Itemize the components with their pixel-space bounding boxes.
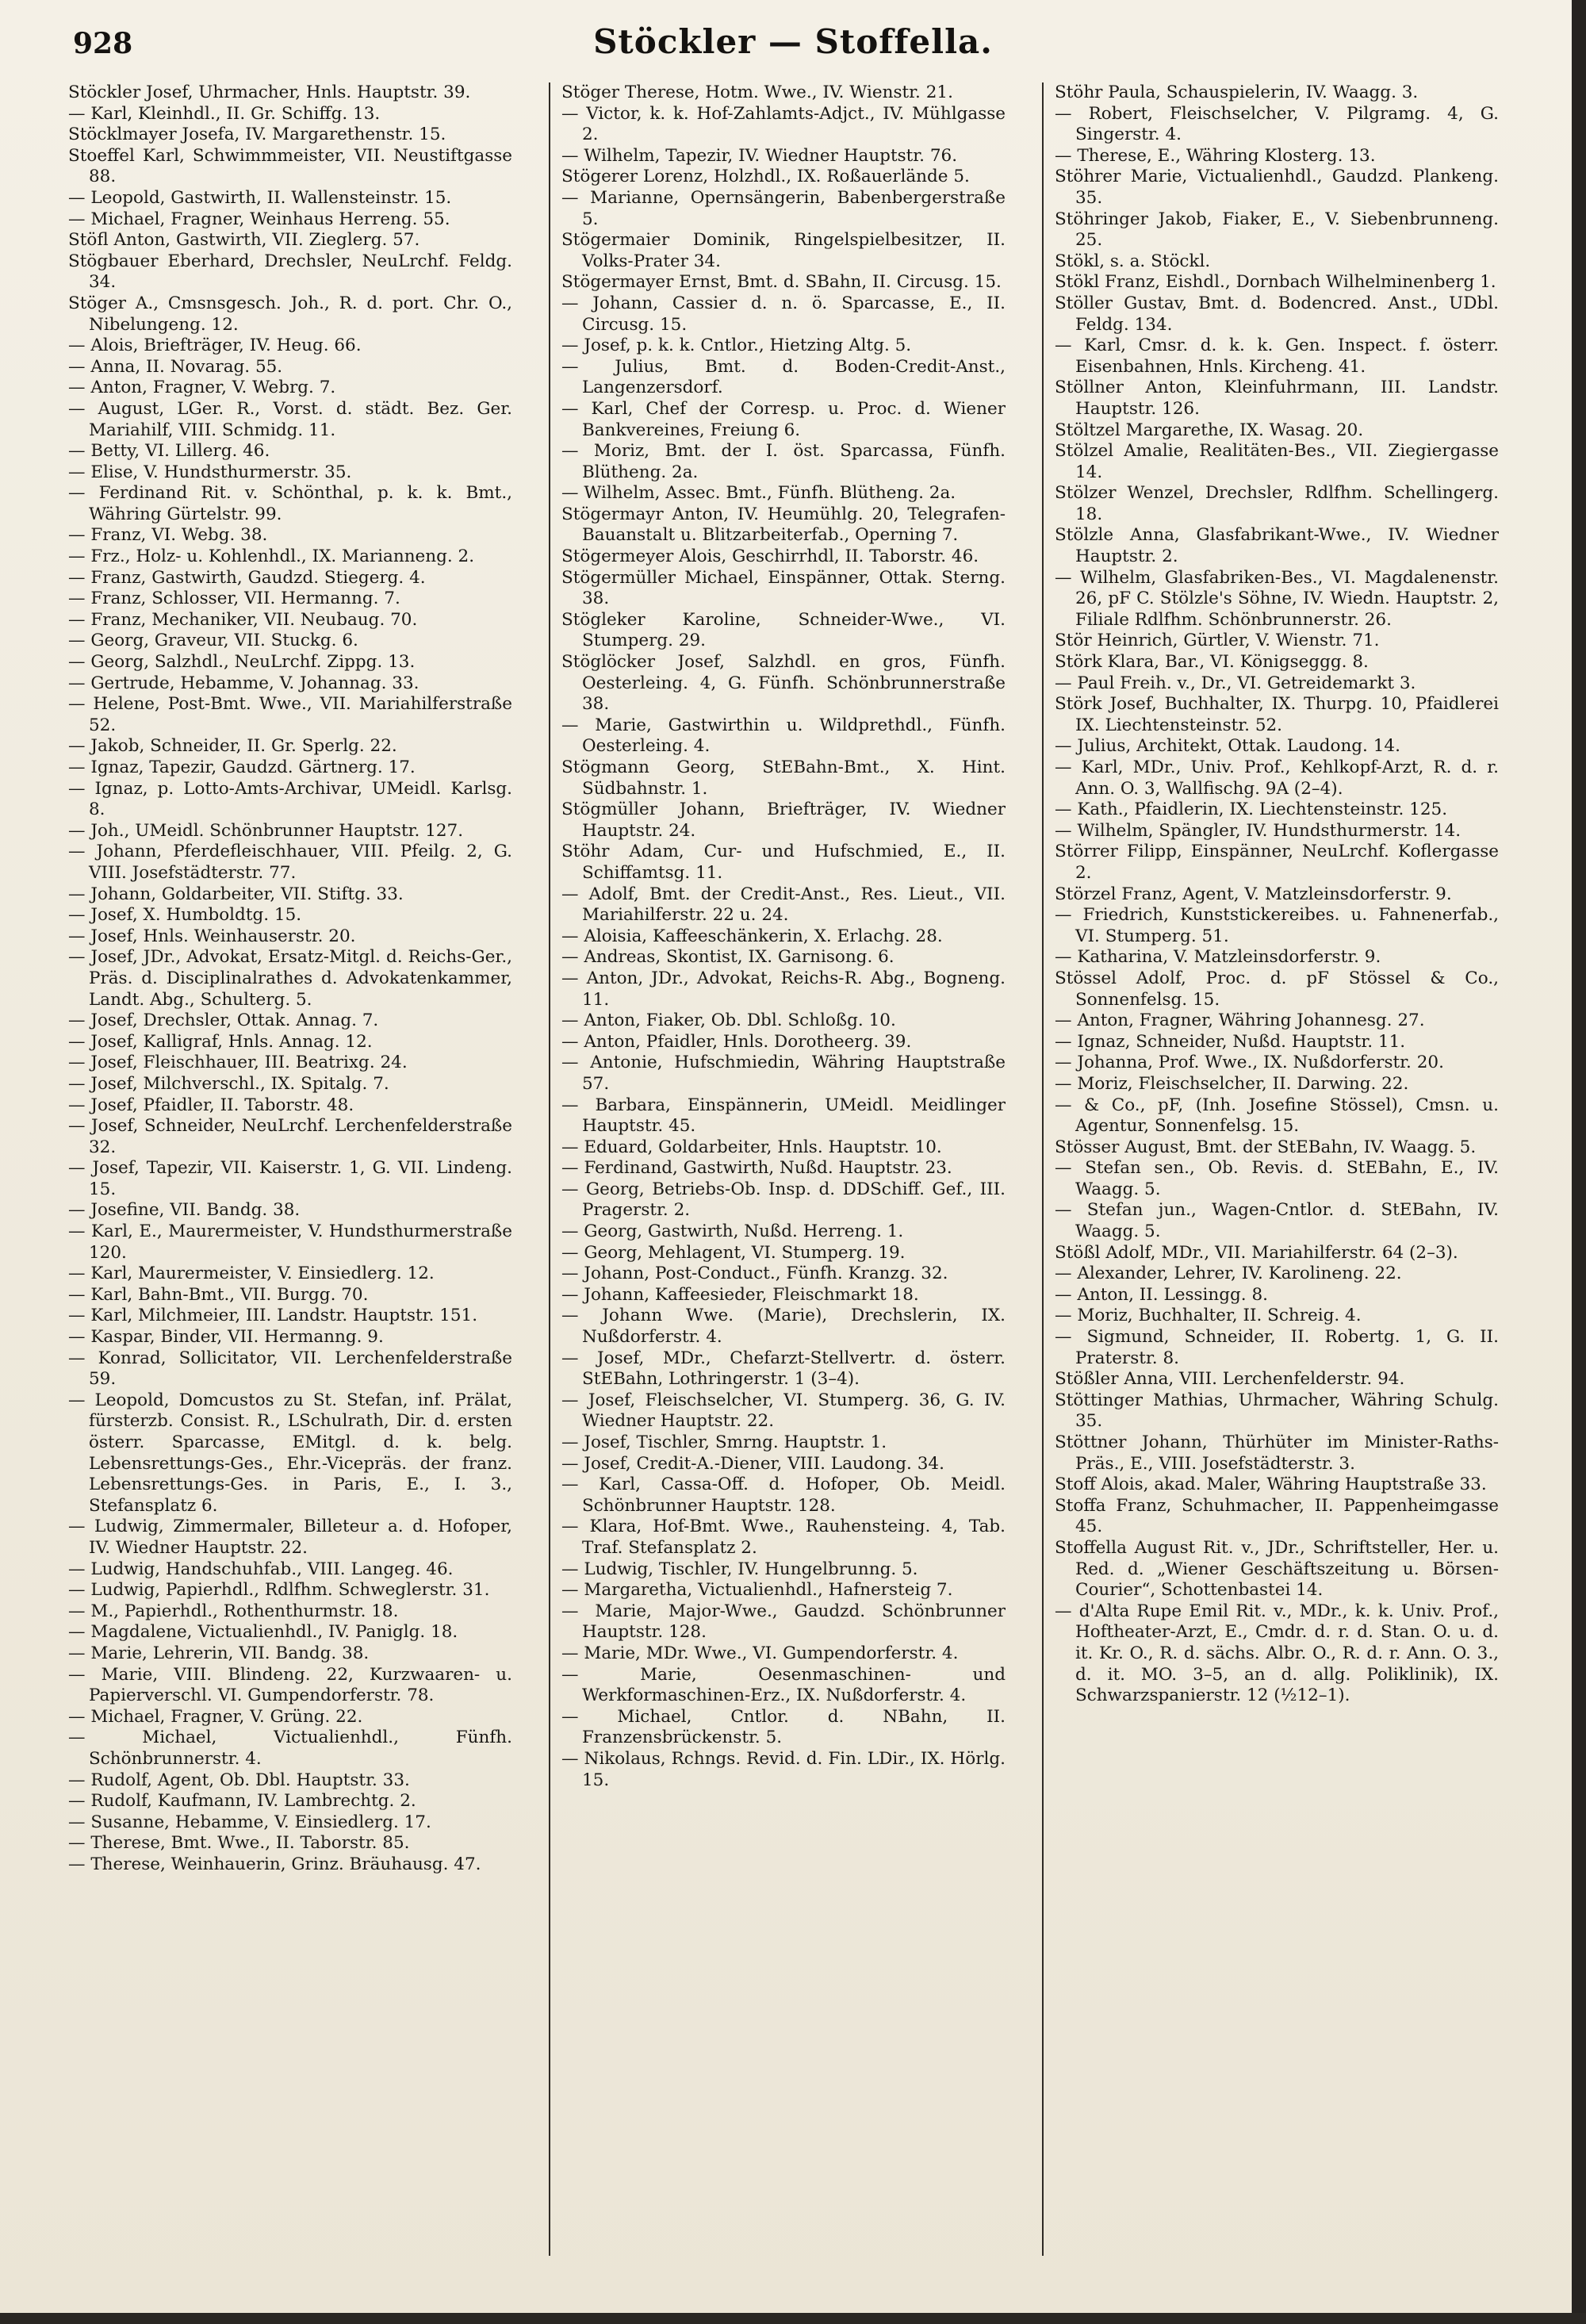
directory-entry: — Marie, MDr. Wwe., VI. Gumpendorferstr. 4. <box>561 1643 959 1663</box>
directory-entry: — Karl, Chef der Corresp. u. Proc. d. Wiener Bankvereines, Freiung 6. <box>561 398 1006 440</box>
directory-entry: Stoffa Franz, Schuhmacher, II. Pappenheimgasse 45. <box>1055 1495 1499 1537</box>
directory-entry: — Aloisia, Kaffeeschänkerin, X. Erlachg. 28. <box>561 926 943 946</box>
directory-entry: — Robert, Fleischselcher, V. Pilgramg. 4, G. Singerstr. 4. <box>1055 103 1499 145</box>
directory-entry: — Josef, Drechsler, Ottak. Annag. 7. <box>68 1011 379 1031</box>
directory-entry: — Gertrude, Hebamme, V. Johannag. 33. <box>68 673 419 693</box>
directory-entry: — Julius, Bmt. d. Boden-Credit-Anst., Langenzersdorf. <box>561 356 1006 398</box>
directory-entry: — Ludwig, Zimmermaler, Billeteur a. d. Hofoper, IV. Wiedner Hauptstr. 22. <box>68 1517 512 1558</box>
directory-entry: — Anton, Fragner, Währing Johannesg. 27. <box>1055 1011 1425 1031</box>
directory-entry: — Marie, VIII. Blindeng. 22, Kurzwaaren- u. Papierverschl. VI. Gumpendorferstr. 78. <box>68 1664 512 1706</box>
directory-entry: — Ludwig, Handschuhfab., VIII. Langeg. 46. <box>68 1559 454 1579</box>
directory-entry: — Klara, Hof-Bmt. Wwe., Rauhensteing. 4, Tab. Traf. Stefansplatz 2. <box>561 1517 1006 1558</box>
directory-entry: Stoff Alois, akad. Maler, Währing Hauptstraße 33. <box>1055 1475 1487 1495</box>
directory-entry: — Josef, Schneider, NeuLrchf. Lerchenfelderstraße 32. <box>68 1116 512 1157</box>
directory-entry: — Johann, Kaffeesieder, Fleischmarkt 18. <box>561 1284 919 1305</box>
directory-entry: — Rudolf, Kaufmann, IV. Lambrechtg. 2. <box>68 1791 416 1812</box>
directory-entry: — Frz., Holz- u. Kohlenhdl., IX. Marianneng. 2. <box>68 546 475 567</box>
column-1 <box>68 82 512 1875</box>
directory-entry: Stögermeyer Alois, Geschirrhdl, II. Taborstr. 46. <box>561 546 979 567</box>
directory-entry: — Karl, Cmsr. d. k. k. Gen. Inspect. f. österr. Eisenbahnen, Hnls. Kircheng. 41. <box>1055 336 1499 377</box>
directory-entry: — Ludwig, Papierhdl., Rdlfhm. Schweglerstr. 31. <box>68 1580 490 1601</box>
directory-entry: Stöhringer Jakob, Fiaker, E., V. Siebenbrunneng. 25. <box>1055 209 1499 251</box>
directory-entry: Stögermayr Anton, IV. Heumühlg. 20, Telegrafen-Bauanstalt u. Blitzarbeiterfab., Operning 7. <box>561 504 1006 546</box>
directory-entry: — Johann, Post-Conduct., Fünfh. Kranzg. 32. <box>561 1264 948 1284</box>
directory-entry: — Marie, Gastwirthin u. Wildprethdl., Fünfh. Oesterleing. 4. <box>561 715 1006 757</box>
directory-entry: — Alexander, Lehrer, IV. Karolineng. 22. <box>1055 1264 1402 1284</box>
directory-entry: — Alois, Briefträger, IV. Heug. 66. <box>68 336 362 356</box>
directory-entry: Stöttinger Mathias, Uhrmacher, Währing Schulg. 35. <box>1055 1390 1499 1432</box>
directory-entry: — Ludwig, Tischler, IV. Hungelbrunng. 5. <box>561 1559 918 1579</box>
directory-entry: — Marie, Major-Wwe., Gaudzd. Schönbrunner Hauptstr. 128. <box>561 1601 1006 1643</box>
directory-entry: — Sigmund, Schneider, II. Robertg. 1, G. II. Praterstr. 8. <box>1055 1327 1499 1368</box>
directory-entry: — Friedrich, Kunststickereibes. u. Fahnenerfab., VI. Stumperg. 51. <box>1055 905 1499 946</box>
directory-entry: — Josef, Kalligraf, Hnls. Annag. 12. <box>68 1031 373 1052</box>
directory-entry: — Therese, E., Währing Klosterg. 13. <box>1055 145 1376 166</box>
directory-entry: — Josef, MDr., Chefarzt-Stellvertr. d. österr. StEBahn, Lothringerstr. 1 (3–4). <box>561 1348 1006 1390</box>
directory-entry: — Anton, Fiaker, Ob. Dbl. Schloßg. 10. <box>561 1011 896 1031</box>
directory-entry: — Michael, Fragner, Weinhaus Herreng. 55. <box>68 209 450 229</box>
directory-entry: — August, LGer. R., Vorst. d. städt. Bez. Ger. Mariahilf, VIII. Schmidg. 11. <box>68 398 512 440</box>
directory-entry: — Joh., UMeidl. Schönbrunner Hauptstr. 127. <box>68 820 464 841</box>
directory-entry: — Josefine, VII. Bandg. 38. <box>68 1200 301 1221</box>
directory-entry: — Ferdinand Rit. v. Schönthal, p. k. k. Bmt., Währing Gürtelstr. 99. <box>68 483 512 524</box>
directory-entry: — Anton, Fragner, V. Webrg. 7. <box>68 378 336 398</box>
directory-entry: — Franz, Gastwirth, Gaudzd. Stiegerg. 4. <box>68 567 426 588</box>
directory-entry: Stölzel Amalie, Realitäten-Bes., VII. Ziegiergasse 14. <box>1055 441 1499 482</box>
directory-entry: Stößler Anna, VIII. Lerchenfelderstr. 94. <box>1055 1369 1405 1390</box>
directory-entry: — Therese, Bmt. Wwe., II. Taborstr. 85. <box>68 1833 410 1854</box>
directory-entry: — Kath., Pfaidlerin, IX. Liechtensteinstr. 125. <box>1055 800 1448 820</box>
directory-entry: — Anna, II. Novarag. 55. <box>68 356 283 377</box>
directory-entry: Stöger A., Cmsnsgesch. Joh., R. d. port. Chr. O., Nibelungeng. 12. <box>68 293 512 335</box>
directory-entry: — M., Papierhdl., Rothenthurmstr. 18. <box>68 1601 399 1621</box>
directory-entry: — Franz, Mechaniker, VII. Neubaug. 70. <box>68 609 418 630</box>
directory-entry: — Moriz, Buchhalter, II. Schreig. 4. <box>1055 1306 1362 1326</box>
directory-entry: Stöfl Anton, Gastwirth, VII. Zieglerg. 57. <box>68 230 420 251</box>
directory-entry: — Georg, Graveur, VII. Stuckg. 6. <box>68 631 358 651</box>
directory-entry: Störrer Filipp, Einspänner, NeuLrchf. Koflergasse 2. <box>1055 842 1499 883</box>
directory-entry: — Nikolaus, Rchngs. Revid. d. Fin. LDir., IX. Hörlg. 15. <box>561 1748 1006 1790</box>
directory-entry: Stösser August, Bmt. der StEBahn, IV. Waagg. 5. <box>1055 1137 1477 1157</box>
directory-entry: — Susanne, Hebamme, V. Einsiedlerg. 17. <box>68 1812 431 1832</box>
directory-entry: — Therese, Weinhauerin, Grinz. Bräuhausg. 47. <box>68 1854 481 1874</box>
directory-entry: — Karl, Maurermeister, V. Einsiedlerg. 12. <box>68 1264 435 1284</box>
directory-entry: Störk Josef, Buchhalter, IX. Thurpg. 10, Pfaidlerei IX. Liechtensteinstr. 52. <box>1055 694 1499 735</box>
directory-entry: — Karl, Milchmeier, III. Landstr. Hauptstr. 151. <box>68 1306 478 1326</box>
directory-entry: — Georg, Gastwirth, Nußd. Herreng. 1. <box>561 1221 904 1242</box>
directory-entry: — Margaretha, Victualienhdl., Hafnersteig 7. <box>561 1580 953 1601</box>
directory-entry: Stößl Adolf, MDr., VII. Mariahilferstr. 64 (2–3). <box>1055 1242 1458 1263</box>
directory-entry: Stör Heinrich, Gürtler, V. Wienstr. 71. <box>1055 631 1380 651</box>
directory-entry: — Marie, Oesenmaschinen- und Werkformaschinen-Erz., IX. Nußdorferstr. 4. <box>561 1664 1006 1706</box>
directory-entry: — Julius, Architekt, Ottak. Laudong. 14. <box>1055 736 1400 757</box>
directory-entry: — Wilhelm, Assec. Bmt., Fünfh. Blütheng. 2a. <box>561 483 956 504</box>
directory-entry: — Magdalene, Victualienhdl., IV. Paniglg. 18. <box>68 1622 458 1643</box>
directory-entry: — Karl, Bahn-Bmt., VII. Burgg. 70. <box>68 1284 369 1305</box>
directory-entry: — Moriz, Fleischselcher, II. Darwing. 22. <box>1055 1073 1409 1094</box>
directory-entry: — Stefan sen., Ob. Revis. d. StEBahn, E., IV. Waagg. 5. <box>1055 1158 1499 1199</box>
directory-entry: — Josef, X. Humboldtg. 15. <box>68 905 302 926</box>
directory-entry: Stögmüller Johann, Briefträger, IV. Wiedner Hauptstr. 24. <box>561 800 1006 841</box>
directory-entry: — Ignaz, p. Lotto-Amts-Archivar, UMeidl. Karlsg. 8. <box>68 778 512 820</box>
directory-entry: — Georg, Salzhdl., NeuLrchf. Zippg. 13. <box>68 652 416 673</box>
directory-entry: — Georg, Mehlagent, VI. Stumperg. 19. <box>561 1242 906 1263</box>
directory-entry: — Karl, Kleinhdl., II. Gr. Schiffg. 13. <box>68 103 381 124</box>
directory-entry: Stöllner Anton, Kleinfuhrmann, III. Landstr. Hauptstr. 126. <box>1055 378 1499 419</box>
directory-entry: — Barbara, Einspännerin, UMeidl. Meidlinger Hauptstr. 45. <box>561 1095 1006 1137</box>
directory-entry: — Johanna, Prof. Wwe., IX. Nußdorferstr. 20. <box>1055 1053 1444 1073</box>
column-divider <box>549 82 550 2256</box>
directory-entry: — Anton, JDr., Advokat, Reichs-R. Abg., Bogneng. 11. <box>561 968 1006 1010</box>
directory-entry: — Kaspar, Binder, VII. Hermanng. 9. <box>68 1327 384 1348</box>
directory-entry: — Stefan jun., Wagen-Cntlor. d. StEBahn, IV. Waagg. 5. <box>1055 1200 1499 1242</box>
column-2 <box>561 82 1006 1791</box>
directory-entry: — Karl, Cassa-Off. d. Hofoper, Ob. Meidl. Schönbrunner Hauptstr. 128. <box>561 1475 1006 1516</box>
page-number: 928 <box>73 27 133 60</box>
directory-entry: — & Co., pF, (Inh. Josefine Stössel), Cmsn. u. Agentur, Sonnenfelsg. 15. <box>1055 1095 1499 1137</box>
directory-entry: — Johann Wwe. (Marie), Drechslerin, IX. Nußdorferstr. 4. <box>561 1306 1006 1348</box>
directory-entry: — Anton, II. Lessingg. 8. <box>1055 1284 1268 1305</box>
directory-entry: — Eduard, Goldarbeiter, Hnls. Hauptstr. 10. <box>561 1137 942 1157</box>
directory-entry: — Josef, Credit-A.-Diener, VIII. Laudong. 34. <box>561 1453 944 1474</box>
directory-entry: Stögmann Georg, StEBahn-Bmt., X. Hint. Südbahnstr. 1. <box>561 757 1006 799</box>
directory-entry: Stöltzel Margarethe, IX. Wasag. 20. <box>1055 420 1364 440</box>
page-edge-shadow <box>0 2313 1586 2324</box>
directory-entry: — Josef, p. k. k. Cntlor., Hietzing Altg. 5. <box>561 336 912 356</box>
directory-entry: Stölzle Anna, Glasfabrikant-Wwe., IV. Wiedner Hauptstr. 2. <box>1055 525 1499 567</box>
directory-entry: — Johann, Pferdefleischhauer, VIII. Pfeilg. 2, G. VIII. Josefstädterstr. 77. <box>68 842 512 883</box>
directory-entry: Stögermaier Dominik, Ringelspielbesitzer, II. Volks-Prater 34. <box>561 230 1006 271</box>
directory-entry: — Katharina, V. Matzleinsdorferstr. 9. <box>1055 947 1381 968</box>
directory-entry: Stögermüller Michael, Einspänner, Ottak. Sterng. 38. <box>561 567 1006 609</box>
column-3 <box>1055 82 1499 1707</box>
directory-entry: — Josef, Pfaidler, II. Taborstr. 48. <box>68 1095 354 1115</box>
directory-entry: — d'Alta Rupe Emil Rit. v., MDr., k. k. Univ. Prof., Hoftheater-Arzt, E., Cmdr. d. r. d. Stan. O. u. d. it. Kr. O., R. d. sächs. Albr. O., R. d. r. Ann. O. 3., d. it. MO. 3–5, an d. allg. Poliklinik), IX. Schwarzspanierstr. 12 (½12–1). <box>1055 1601 1499 1706</box>
directory-entry: Stökl, s. a. Stöckl. <box>1055 251 1211 271</box>
directory-entry: — Paul Freih. v., Dr., VI. Getreidemarkt 3. <box>1055 673 1416 693</box>
directory-entry: — Anton, Pfaidler, Hnls. Dorotheerg. 39. <box>561 1031 912 1052</box>
directory-entry: Stöger Therese, Hotm. Wwe., IV. Wienstr. 21. <box>561 82 953 102</box>
directory-entry: — Andreas, Skontist, IX. Garnisong. 6. <box>561 947 895 968</box>
directory-entry: — Josef, Fleischhauer, III. Beatrixg. 24. <box>68 1053 408 1073</box>
directory-entry: Stökl Franz, Eishdl., Dornbach Wilhelminenberg 1. <box>1055 272 1496 293</box>
directory-entry: — Wilhelm, Glasfabriken-Bes., VI. Magdalenenstr. 26, pF C. Stölzle's Söhne, IV. Wiedn. Hauptstr. 2, Filiale Rdlfhm. Schönbrunnerstr. 26. <box>1055 567 1499 630</box>
directory-entry: — Leopold, Gastwirth, II. Wallensteinstr. 15. <box>68 187 452 208</box>
directory-entry: — Wilhelm, Tapezir, IV. Wiedner Hauptstr. 76. <box>561 145 958 166</box>
directory-entry: Stögerer Lorenz, Holzhdl., IX. Roßauerlände 5. <box>561 167 970 187</box>
directory-entry: — Victor, k. k. Hof-Zahlamts-Adjct., IV. Mühlgasse 2. <box>561 103 1006 145</box>
page-title: Stöckler — Stoffella. <box>593 22 993 61</box>
directory-entry: Stögermayer Ernst, Bmt. d. SBahn, II. Circusg. 15. <box>561 272 1002 293</box>
directory-entry: — Antonie, Hufschmiedin, Währing Hauptstraße 57. <box>561 1053 1006 1094</box>
directory-entry: — Josef, Fleischselcher, VI. Stumperg. 36, G. IV. Wiedner Hauptstr. 22. <box>561 1390 1006 1432</box>
directory-entry: — Johann, Goldarbeiter, VII. Stiftg. 33. <box>68 884 404 904</box>
directory-entry: — Ferdinand, Gastwirth, Nußd. Hauptstr. 23. <box>561 1158 952 1179</box>
directory-entry: — Marie, Lehrerin, VII. Bandg. 38. <box>68 1643 370 1663</box>
directory-entry: Stöhrer Marie, Victualienhdl., Gaudzd. Plankeng. 35. <box>1055 167 1499 208</box>
directory-entry: — Adolf, Bmt. der Credit-Anst., Res. Lieut., VII. Mariahilferstr. 22 u. 24. <box>561 884 1006 926</box>
directory-entry: Stoeffel Karl, Schwimmmeister, VII. Neustiftgasse 88. <box>68 145 512 187</box>
directory-entry: Störk Klara, Bar., VI. Königseggg. 8. <box>1055 652 1369 673</box>
directory-entry: — Wilhelm, Spängler, IV. Hundsthurmerstr. 14. <box>1055 820 1461 841</box>
directory-entry: — Johann, Cassier d. n. ö. Sparcasse, E., II. Circusg. 15. <box>561 293 1006 335</box>
page-edge-shadow <box>1572 0 1586 2324</box>
directory-entry: — Rudolf, Agent, Ob. Dbl. Hauptstr. 33. <box>68 1770 410 1790</box>
column-divider <box>1042 82 1044 2256</box>
directory-entry: Stöttner Johann, Thürhüter im Minister-Raths-Präs., E., VIII. Josefstädterstr. 3. <box>1055 1432 1499 1474</box>
directory-entry: Stögbauer Eberhard, Drechsler, NeuLrchf. Feldg. 34. <box>68 251 512 293</box>
directory-entry: Stölzer Wenzel, Drechsler, Rdlfhm. Schellingerg. 18. <box>1055 483 1499 524</box>
directory-entry: — Marianne, Opernsängerin, Babenbergerstraße 5. <box>561 187 1006 229</box>
directory-entry: — Betty, VI. Lillerg. 46. <box>68 441 270 462</box>
directory-entry: — Josef, Hnls. Weinhauserstr. 20. <box>68 926 356 946</box>
directory-entry: — Moriz, Bmt. der I. öst. Sparcassa, Fünfh. Blütheng. 2a. <box>561 441 1006 482</box>
directory-entry: Stöhr Paula, Schauspielerin, IV. Waagg. 3. <box>1055 82 1419 102</box>
directory-entry: — Franz, Schlosser, VII. Hermanng. 7. <box>68 589 400 609</box>
directory-entry: — Ignaz, Schneider, Nußd. Hauptstr. 11. <box>1055 1031 1406 1052</box>
directory-entry: — Jakob, Schneider, II. Gr. Sperlg. 22. <box>68 736 397 757</box>
directory-entry: — Leopold, Domcustos zu St. Stefan, inf. Prälat, fürsterzb. Consist. R., LSchulrath, Dir. d. ersten österr. Sparcasse, EMitgl. d. k. belg. Lebensrettungs-Ges., Ehr.-Vicepräs. der franz. Lebensrettungs-Ges. in Paris, E., I. 3., Stefansplatz 6. <box>68 1390 512 1516</box>
directory-entry: — Helene, Post-Bmt. Wwe., VII. Mariahilferstraße 52. <box>68 694 512 735</box>
directory-entry: Stoffella August Rit. v., JDr., Schriftsteller, Her. u. Red. d. „Wiener Geschäftszeitung u. Börsen-Courier“, Schottenbastei 14. <box>1055 1537 1499 1601</box>
directory-entry: Störzel Franz, Agent, V. Matzleinsdorferstr. 9. <box>1055 884 1452 904</box>
directory-entry: Stöglöcker Josef, Salzhdl. en gros, Fünfh. Oesterleing. 4, G. Fünfh. Schönbrunnerstraße 38. <box>561 652 1006 715</box>
directory-entry: — Konrad, Sollicitator, VII. Lerchenfelderstraße 59. <box>68 1348 512 1390</box>
directory-entry: — Josef, Tischler, Smrng. Hauptstr. 1. <box>561 1432 887 1452</box>
directory-entry: Stöckler Josef, Uhrmacher, Hnls. Hauptstr. 39. <box>68 82 471 102</box>
directory-entry: — Josef, Tapezir, VII. Kaiserstr. 1, G. VII. Lindeng. 15. <box>68 1158 512 1199</box>
directory-entry: — Michael, Cntlor. d. NBahn, II. Franzensbrückenstr. 5. <box>561 1706 1006 1748</box>
directory-entry: — Georg, Betriebs-Ob. Insp. d. DDSchiff. Gef., III. Pragerstr. 2. <box>561 1179 1006 1221</box>
directory-entry: — Josef, Milchverschl., IX. Spitalg. 7. <box>68 1073 389 1094</box>
directory-entry: — Michael, Victualienhdl., Fünfh. Schönbrunnerstr. 4. <box>68 1728 512 1769</box>
directory-entry: Stössel Adolf, Proc. d. pF Stössel & Co., Sonnenfelsg. 15. <box>1055 968 1499 1010</box>
directory-entry: — Josef, JDr., Advokat, Ersatz-Mitgl. d. Reichs-Ger., Präs. d. Disciplinalrathes d. Advokatenkammer, Landt. Abg., Schulterg. 5. <box>68 947 512 1010</box>
directory-entry: — Franz, VI. Webg. 38. <box>68 525 268 546</box>
directory-entry: — Karl, E., Maurermeister, V. Hundsthurmerstraße 120. <box>68 1221 512 1263</box>
directory-entry: — Karl, MDr., Univ. Prof., Kehlkopf-Arzt, R. d. r. Ann. O. 3, Wallfischg. 9A (2–4). <box>1055 757 1499 799</box>
directory-entry: Stöller Gustav, Bmt. d. Bodencred. Anst., UDbl. Feldg. 134. <box>1055 293 1499 335</box>
directory-entry: — Elise, V. Hundsthurmerstr. 35. <box>68 462 352 482</box>
directory-entry: — Michael, Fragner, V. Grüng. 22. <box>68 1706 363 1727</box>
directory-entry: — Ignaz, Tapezir, Gaudzd. Gärtnerg. 17. <box>68 757 416 777</box>
directory-entry: Stöcklmayer Josefa, IV. Margarethenstr. 15. <box>68 125 446 145</box>
directory-entry: Stöhr Adam, Cur- und Hufschmied, E., II. Schiffamtsg. 11. <box>561 842 1006 883</box>
directory-entry: Stögleker Karoline, Schneider-Wwe., VI. Stumperg. 29. <box>561 609 1006 651</box>
